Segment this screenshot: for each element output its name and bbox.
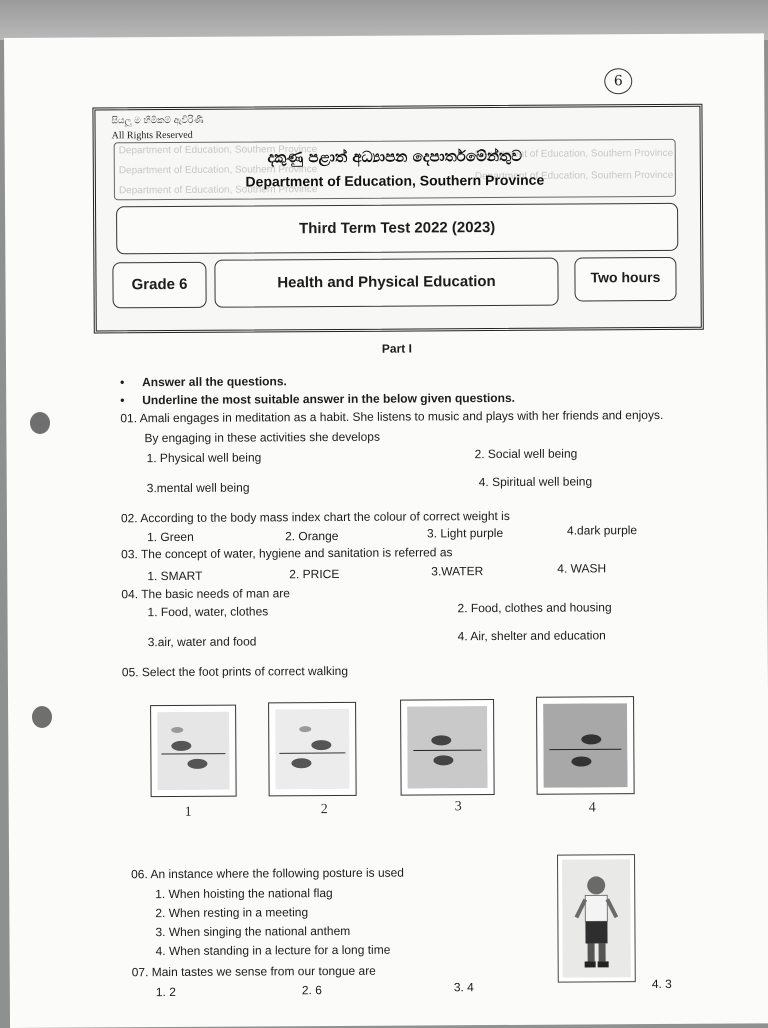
- footprint-option-3[interactable]: [400, 699, 495, 796]
- footprint-label-3: 3: [455, 799, 462, 815]
- footprint-option-4[interactable]: [536, 696, 635, 795]
- footprint-option-2[interactable]: [268, 702, 357, 797]
- exam-paper: [4, 33, 768, 1028]
- watermark-text: Department of Education, Southern Province: [119, 144, 318, 156]
- question-6-text: 06. An instance where the following posture is used: [131, 866, 404, 882]
- question-1-option-4[interactable]: 4. Spiritual well being: [479, 474, 592, 489]
- question-1-option-2[interactable]: 2. Social well being: [475, 447, 578, 462]
- question-4-option-2[interactable]: 2. Food, clothes and housing: [457, 600, 611, 615]
- question-7-option-3[interactable]: 3. 4: [454, 980, 474, 994]
- department-name-sinhala: දකුණු පළාත් අධ්‍යාපන දෙපාර්තමේන්තුව: [115, 146, 675, 167]
- exam-header: [92, 104, 703, 334]
- instruction: • Underline the most suitable answer in the below given questions.: [142, 391, 515, 407]
- footprint-label-4: 4: [589, 800, 596, 816]
- rights-sinhala: සියලු ම හිමිකම් ඇවිරිණි: [111, 116, 203, 127]
- question-4-option-3[interactable]: 3.air, water and food: [148, 634, 257, 649]
- question-2-option-4[interactable]: 4.dark purple: [567, 523, 637, 537]
- rights-reserved: All Rights Reserved: [112, 130, 193, 141]
- question-3-option-2[interactable]: 2. PRICE: [289, 567, 339, 581]
- instruction: • Answer all the questions.: [142, 374, 287, 389]
- footprint-image: [543, 703, 628, 788]
- subject-title: Health and Physical Education: [214, 258, 558, 308]
- question-4-text: 04. The basic needs of man are: [121, 586, 290, 601]
- part-heading: Part I: [382, 342, 412, 356]
- footprint-image: [407, 706, 487, 788]
- question-1-option-3[interactable]: 3.mental well being: [147, 481, 250, 496]
- footprint-image: [157, 712, 229, 790]
- question-6-option-4[interactable]: 4. When standing in a lecture for a long time: [156, 943, 391, 958]
- watermark-text: Department of Education, Southern Province: [475, 170, 674, 182]
- punch-hole: [32, 706, 52, 728]
- standing-child-image: [558, 855, 635, 981]
- posture-photo: [557, 854, 636, 982]
- question-7-text: 07. Main tastes we sense from our tongue are: [132, 964, 376, 979]
- page-number: 6: [604, 68, 632, 94]
- question-2-option-2[interactable]: 2. Orange: [285, 529, 338, 543]
- grade-label: Grade 6: [112, 262, 206, 309]
- watermark-text: Department of Education, Southern Province: [475, 148, 674, 160]
- department-box: [114, 139, 676, 200]
- watermark-text: Department of Education, Southern Province: [119, 164, 318, 176]
- question-6-option-3[interactable]: 3. When singing the national anthem: [155, 924, 350, 939]
- punch-hole: [30, 412, 50, 434]
- watermark-text: Department of Education, Southern Province: [119, 184, 318, 196]
- footprint-label-1: 1: [185, 805, 192, 821]
- question-7-option-4[interactable]: 4. 3: [652, 977, 672, 991]
- question-2-option-3[interactable]: 3. Light purple: [427, 526, 503, 540]
- question-2-text: 02. According to the body mass index chart the colour of correct weight is: [121, 509, 510, 525]
- question-3-text: 03. The concept of water, hygiene and sanitation is referred as: [121, 545, 452, 561]
- question-3-option-1[interactable]: 1. SMART: [147, 569, 202, 583]
- question-6-option-2[interactable]: 2. When resting in a meeting: [155, 905, 308, 920]
- question-1-option-1[interactable]: 1. Physical well being: [147, 450, 262, 465]
- question-4-option-1[interactable]: 1. Food, water, clothes: [147, 604, 268, 619]
- question-1-text: 01. Amali engages in meditation as a habit. She listens to music and plays with her friends and enjoys.: [120, 408, 663, 425]
- duration-label: Two hours: [574, 257, 676, 302]
- term-title: Third Term Test 2022 (2023): [116, 203, 678, 254]
- question-3-option-4[interactable]: 4. WASH: [557, 561, 606, 575]
- question-4-option-4[interactable]: 4. Air, shelter and education: [458, 628, 606, 643]
- question-5-text: 05. Select the foot prints of correct walking: [122, 664, 348, 679]
- question-7-option-1[interactable]: 1. 2: [156, 985, 176, 999]
- footprint-image: [275, 709, 349, 789]
- question-6-option-1[interactable]: 1. When hoisting the national flag: [155, 886, 333, 901]
- question-7-option-2[interactable]: 2. 6: [302, 983, 322, 997]
- question-3-option-3[interactable]: 3.WATER: [431, 564, 483, 578]
- footprint-label-2: 2: [321, 802, 328, 818]
- question-2-option-1[interactable]: 1. Green: [147, 530, 194, 544]
- question-1-text-cont: By engaging in these activities she develops: [144, 430, 380, 445]
- department-name-english: Department of Education, Southern Province: [115, 171, 675, 190]
- footprint-option-1[interactable]: [150, 705, 237, 798]
